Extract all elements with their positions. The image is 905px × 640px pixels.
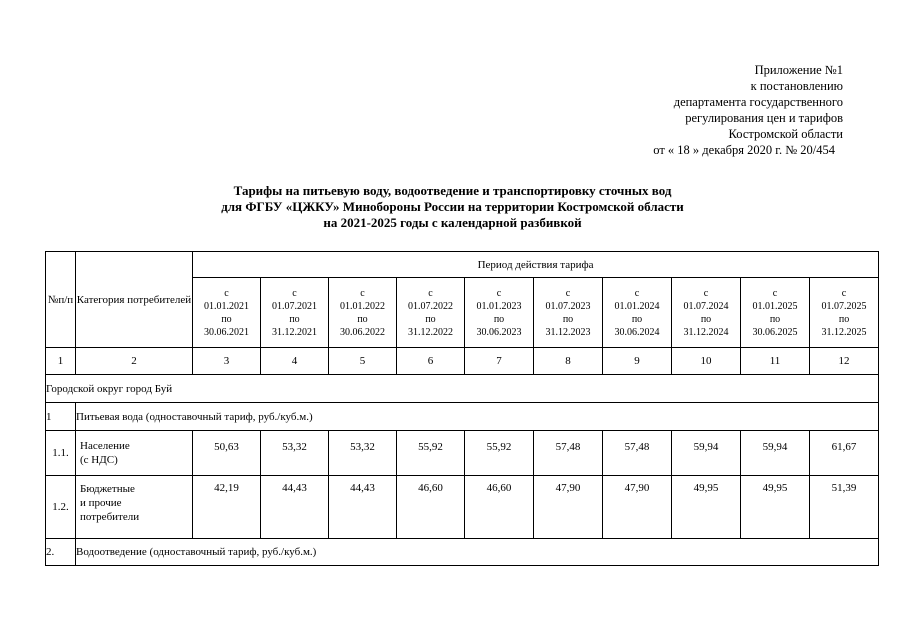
header-category-text: Категория потребителей (76, 293, 192, 306)
period-header-cell (329, 278, 397, 348)
period-to-label: по (631, 313, 643, 325)
tariff-value: 59,94 (741, 431, 810, 476)
tariff-value: 49,95 (741, 476, 810, 539)
period-to-label: по (357, 313, 368, 325)
section-label: Питьевая вода (одноставочный тариф, руб./куб.м.) (76, 403, 879, 431)
appendix-line: Костромской области (728, 127, 843, 141)
period-to-label: по (769, 313, 781, 325)
period-from: 01.01.2025 (752, 300, 798, 312)
period-from: 01.07.2024 (683, 300, 729, 312)
period-from-label: с (703, 287, 709, 299)
period-from: 01.07.2023 (545, 300, 591, 312)
period-to-label: по (221, 313, 232, 325)
locality-row: Городской округ город Буй (46, 375, 879, 403)
title-line: для ФГБУ «ЦЖКУ» Минобороны России на территории Костромской области (221, 199, 684, 214)
period-from-label: с (360, 287, 365, 299)
period-to: 31.12.2023 (545, 326, 591, 338)
tariff-value: 47,90 (534, 476, 603, 539)
period-to-label: по (493, 313, 505, 325)
period-to: 30.06.2025 (752, 326, 798, 338)
column-number: 1 (46, 348, 76, 375)
section-number: 1 (46, 403, 76, 431)
tariff-value: 49,95 (672, 476, 741, 539)
period-to: 30.06.2024 (614, 326, 660, 338)
header-number-text: №п/п (47, 293, 74, 306)
period-to: 31.12.2022 (408, 326, 453, 338)
period-header-cell (397, 278, 465, 348)
tariff-value: 44,43 (261, 476, 329, 539)
period-from-label: с (224, 287, 229, 299)
document-title (0, 183, 905, 231)
tariff-value: 53,32 (261, 431, 329, 476)
period-to: 31.12.2021 (272, 326, 317, 338)
tariff-value: 47,90 (603, 476, 672, 539)
column-number: 4 (261, 348, 329, 375)
appendix-date-line: от « 18 » декабря 2020 г. № 20/454 (653, 143, 835, 157)
period-from-label: с (428, 287, 433, 299)
period-from: 01.01.2022 (340, 300, 385, 312)
period-header-cell (741, 278, 810, 348)
tariff-value: 57,48 (534, 431, 603, 476)
period-from: 01.07.2021 (272, 300, 317, 312)
appendix-line: к постановлению (750, 79, 843, 93)
column-number: 6 (397, 348, 465, 375)
header-period: Период действия тарифа (193, 252, 879, 278)
period-to-label: по (425, 313, 436, 325)
tariff-value: 46,60 (465, 476, 534, 539)
period-from: 01.01.2023 (476, 300, 522, 312)
tariff-value: 51,39 (810, 476, 879, 539)
tariff-value: 53,32 (329, 431, 397, 476)
tariff-value: 57,48 (603, 431, 672, 476)
period-header-cell (193, 278, 261, 348)
header-category (76, 252, 193, 348)
column-number: 5 (329, 348, 397, 375)
appendix-line: департамента государственного (673, 95, 843, 109)
category-line: потребители (80, 511, 140, 523)
period-from: 01.07.2025 (821, 300, 867, 312)
column-number: 3 (193, 348, 261, 375)
period-to: 30.06.2021 (204, 326, 249, 338)
row-number: 1.1. (46, 431, 76, 476)
tariff-value: 50,63 (193, 431, 261, 476)
appendix-block (653, 62, 843, 158)
category-line: и прочие (80, 497, 122, 509)
period-from-label: с (634, 287, 640, 299)
title-line: на 2021-2025 годы с календарной разбивкой (323, 215, 582, 230)
period-from-label: с (772, 287, 778, 299)
section-label: Водоотведение (одноставочный тариф, руб./куб.м.) (76, 539, 879, 566)
period-from-label: с (496, 287, 502, 299)
tariff-value: 55,92 (465, 431, 534, 476)
appendix-line: Приложение №1 (754, 63, 843, 77)
column-number: 8 (534, 348, 603, 375)
period-from: 01.01.2024 (614, 300, 660, 312)
period-header-cell (810, 278, 879, 348)
period-to: 31.12.2024 (683, 326, 729, 338)
column-number: 7 (465, 348, 534, 375)
period-to: 31.12.2025 (821, 326, 867, 338)
column-number: 10 (672, 348, 741, 375)
table-row (46, 476, 879, 539)
period-to: 30.06.2023 (476, 326, 522, 338)
row-category (76, 431, 193, 476)
tariff-value: 61,67 (810, 431, 879, 476)
period-from-label: с (292, 287, 297, 299)
section-number: 2. (46, 539, 76, 566)
tariff-value: 59,94 (672, 431, 741, 476)
row-category (76, 476, 193, 539)
title-line: Тарифы на питьевую воду, водоотведение и транспортировку сточных вод (233, 183, 672, 198)
period-from: 01.01.2021 (204, 300, 249, 312)
tariff-value: 55,92 (397, 431, 465, 476)
period-from-label: с (841, 287, 847, 299)
row-number: 1.2. (46, 476, 76, 539)
appendix-line: регулирования цен и тарифов (685, 111, 843, 125)
column-number: 2 (76, 348, 193, 375)
period-header-cell (603, 278, 672, 348)
period-to-label: по (562, 313, 574, 325)
period-header-cell (465, 278, 534, 348)
tariff-value: 42,19 (193, 476, 261, 539)
header-number (46, 252, 76, 348)
column-number: 12 (810, 348, 879, 375)
period-from-label: с (565, 287, 571, 299)
period-to-label: по (700, 313, 712, 325)
category-line: Население (80, 440, 130, 452)
period-to: 30.06.2022 (340, 326, 385, 338)
period-header-cell (534, 278, 603, 348)
period-to-label: по (838, 313, 850, 325)
table-row (46, 431, 879, 476)
tariff-table (45, 251, 879, 566)
category-line: Бюджетные (80, 483, 135, 495)
period-to-label: по (289, 313, 300, 325)
category-line: (с НДС) (80, 454, 118, 466)
column-number: 11 (741, 348, 810, 375)
period-header-cell (672, 278, 741, 348)
tariff-value: 46,60 (397, 476, 465, 539)
period-from: 01.07.2022 (408, 300, 453, 312)
column-number: 9 (603, 348, 672, 375)
tariff-value: 44,43 (329, 476, 397, 539)
period-header-cell (261, 278, 329, 348)
